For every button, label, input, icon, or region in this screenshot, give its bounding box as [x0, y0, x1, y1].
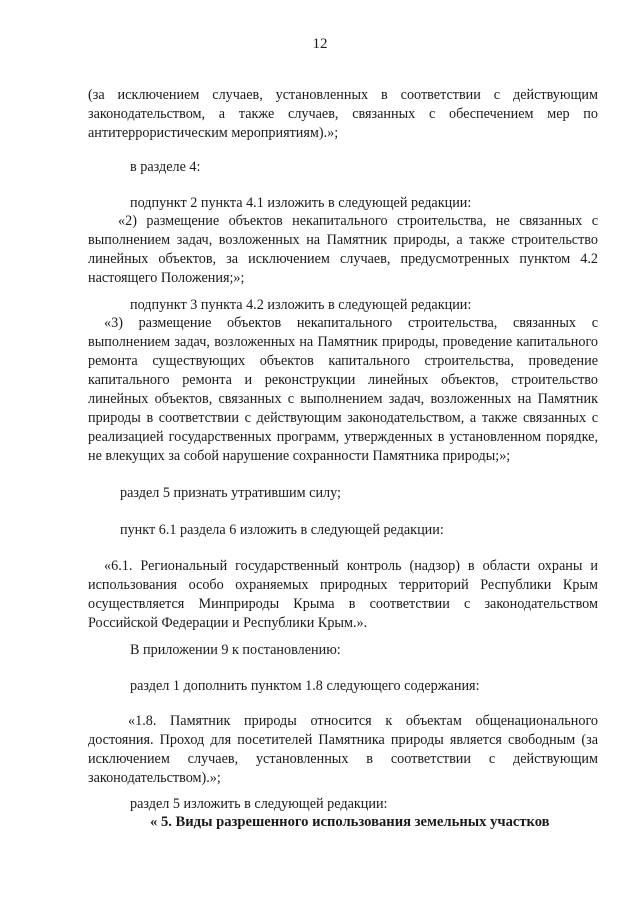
paragraph-quote-6-1: «6.1. Региональный государственный контроль (надзор) в области охраны и использования особо охраняемых природных территорий Республики Крым осуществляется Минприроды Крыма в соответствии с законодательством Российской Федерации и Республики Крым.». — [88, 558, 598, 632]
paragraph-section-5-void: раздел 5 признать утратившим силу; — [120, 485, 341, 502]
paragraph-quote-3: «3) размещение объектов некапитального строительства, связанных с выполнением задач, возложенных на Памятник природы, проведение капитального ремонта существующих объектов капитального строительства, проведение капитального ремонта и реконструкции линейных объектов, строительство линейных объектов, связанных с выполнением задач, возложенных на Памятник природы в соответствии с действующим законодательством, а также связанных с реализацией государственных программ, утвержденных в установленном порядке, не влекущих за собой нарушение сохранности Памятника природы;»; — [88, 315, 598, 465]
paragraph-subitem-2: подпункт 2 пункта 4.1 изложить в следующей редакции: — [130, 195, 472, 212]
paragraph-quote-1-8: «1.8. Памятник природы относится к объектам общенационального достояния. Проход для посетителей Памятника природы является свободным (за исключением случаев, установленных в соответствии с действующим законодательством).»; — [88, 713, 598, 787]
section-heading: « 5. Виды разрешенного использования земельных участков — [150, 814, 550, 830]
paragraph-section-1-add: раздел 1 дополнить пунктом 1.8 следующего содержания: — [130, 678, 480, 695]
paragraph-exclusions: (за исключением случаев, установленных в соответствии с действующим законодательством, а также случаев, связанных с обеспечением мер по антитеррористическим мероприятиям).»; — [88, 87, 598, 142]
paragraph-section-4: в разделе 4: — [130, 159, 201, 176]
paragraph-item-6-1: пункт 6.1 раздела 6 изложить в следующей редакции: — [120, 522, 444, 539]
paragraph-quote-2: «2) размещение объектов некапитального строительства, не связанных с выполнением задач, возложенных на Памятник природы, а также строительство линейных объектов, за исключением случаев, предусмотренных пунктом 4.2 настоящего Положения;»; — [88, 213, 598, 287]
paragraph-section-5-edit: раздел 5 изложить в следующей редакции: — [130, 796, 388, 813]
paragraph-subitem-3: подпункт 3 пункта 4.2 изложить в следующей редакции: — [130, 297, 472, 314]
paragraph-appendix-9: В приложении 9 к постановлению: — [130, 642, 341, 659]
page-number: 12 — [312, 36, 328, 52]
